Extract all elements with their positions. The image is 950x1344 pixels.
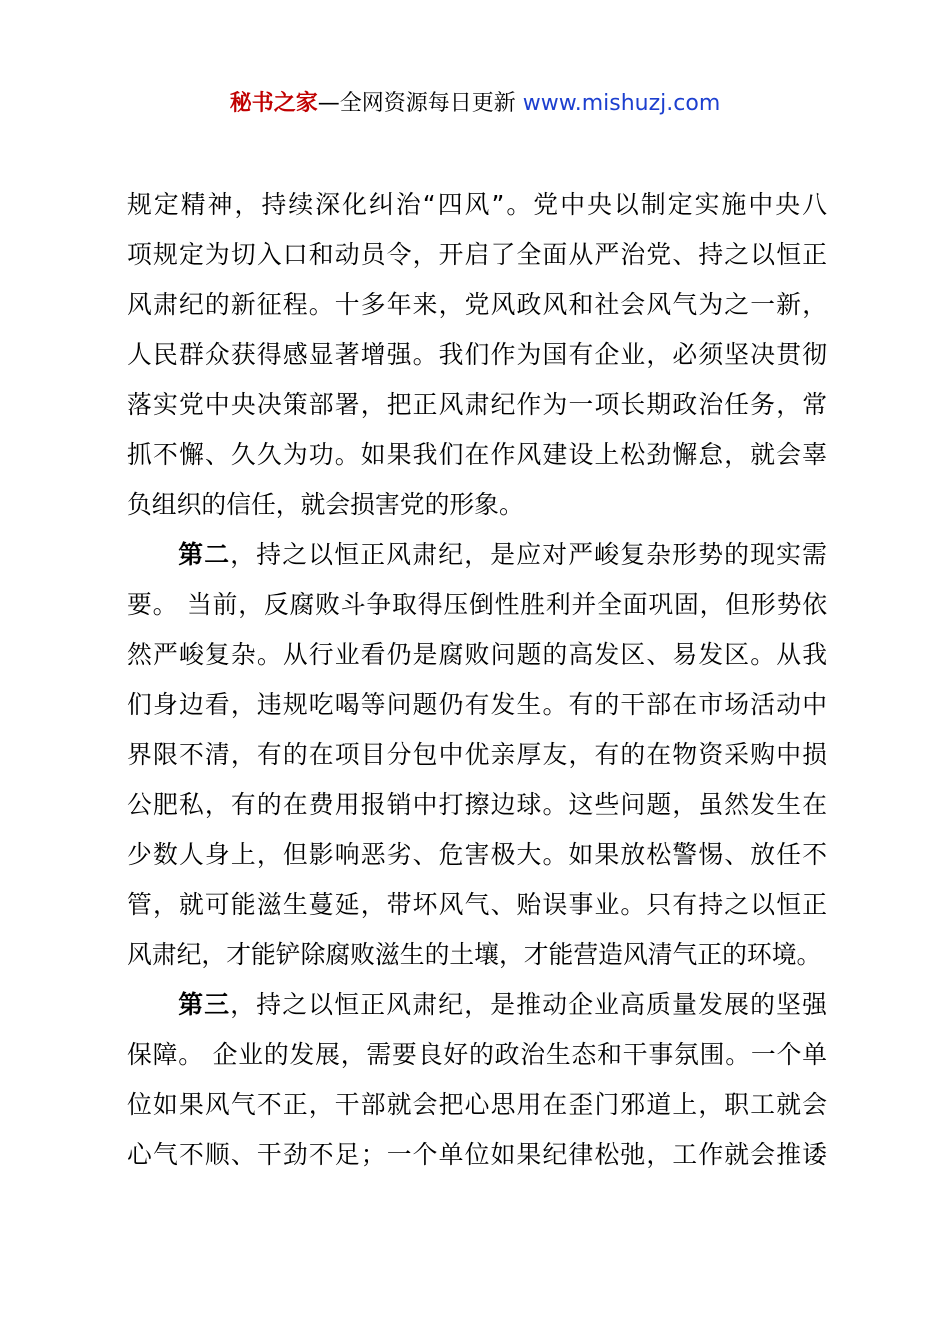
text-line: 项规定为切入口和动员令，开启了全面从严治党、持之以恒正 [127,240,827,269]
text-line: 少数人身上，但影响恶劣、危害极大。如果放松警惕、放任不 [127,840,827,869]
paragraph-first-line-text: ，持之以恒正风肃纪，是推动企业高质量发展的坚强 [230,990,827,1019]
text-line: 风肃纪的新征程。十多年来，党风政风和社会风气为之一新， [127,290,827,319]
text-line: 保障。 企业的发展，需要良好的政治生态和干事氛围。一个单 [127,1040,827,1069]
site-url-link[interactable]: www.mishuzj.com [522,91,721,116]
paragraph-lead: 第二 [177,540,231,569]
header-tagline: —全网资源每日更新 [317,91,516,116]
text-line: 然严峻复杂。从行业看仍是腐败问题的高发区、易发区。从我 [127,640,827,669]
paragraph-3 [127,980,827,1180]
text-line: 界限不清，有的在项目分包中优亲厚友，有的在物资采购中损 [127,740,827,769]
text-line: 公肥私，有的在费用报销中打擦边球。这些问题，虽然发生在 [127,790,827,819]
paragraph-first-line [127,980,827,1030]
text-line: 人民群众获得感显著增强。我们作为国有企业，必须坚决贯彻 [127,340,827,369]
text-line: 负组织的信任，就会损害党的形象。 [127,490,524,519]
paragraph-1 [127,180,827,530]
site-header [0,86,950,122]
paragraph-first-line [127,530,827,580]
text-line: 心气不顺、干劲不足；一个单位如果纪律松弛，工作就会推诿 [127,1140,827,1169]
text-line: 要。 当前，反腐败斗争取得压倒性胜利并全面巩固，但形势依 [127,590,827,619]
text-line: 抓不懈、久久为功。如果我们在作风建设上松劲懈怠，就会辜 [127,440,827,469]
text-line: 位如果风气不正，干部就会把心思用在歪门邪道上，职工就会 [127,1090,827,1119]
text-line: 们身边看，违规吃喝等问题仍有发生。有的干部在市场活动中 [127,690,827,719]
brand-name: 秘书之家 [229,91,318,116]
paragraph-first-line-text: ，持之以恒正风肃纪，是应对严峻复杂形势的现实需 [230,540,827,569]
paragraph-2 [127,530,827,980]
text-line: 规定精神，持续深化纠治“四风”。党中央以制定实施中央八 [127,190,827,219]
document-body [127,180,827,1180]
text-line: 管，就可能滋生蔓延，带坏风气、贻误事业。只有持之以恒正 [127,890,827,919]
text-line: 落实党中央决策部署，把正风肃纪作为一项长期政治任务，常 [127,390,827,419]
paragraph-lead: 第三 [177,990,231,1019]
text-line: 风肃纪，才能铲除腐败滋生的土壤，才能营造风清气正的环境。 [127,940,822,969]
